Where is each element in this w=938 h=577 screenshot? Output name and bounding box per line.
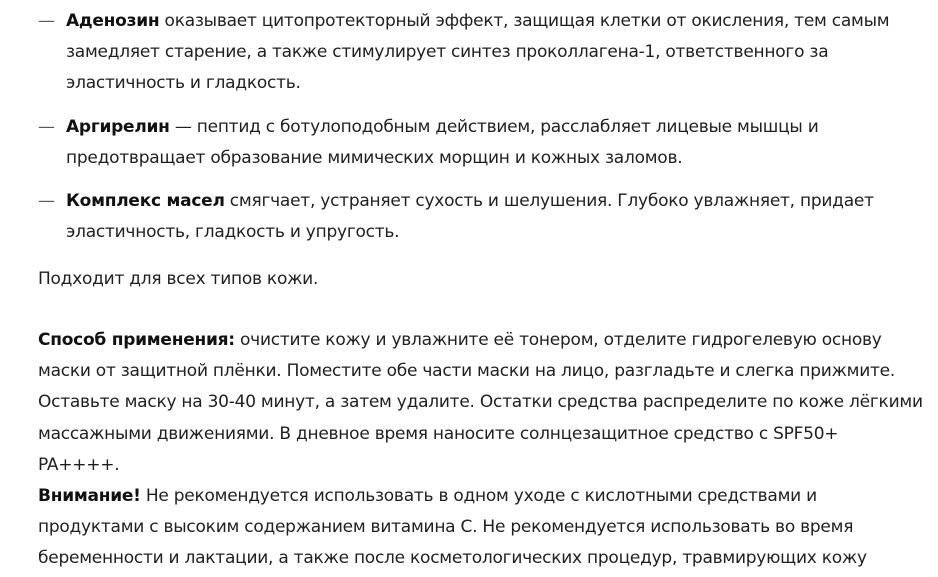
usage-paragraph (38, 325, 923, 481)
ingredient-description: оказывает цитопротекторный эффект, защищая клетки от окисления, тем самым замедляет старение, а также стимулирует синтез проколлагена-1, ответственного за эластичность и гладкость. (66, 11, 890, 94)
dash-bullet: — (38, 191, 55, 212)
ingredient-description: смягчает, устраняет сухость и шелушения. Глубоко увлажняет, придает эластичность, гладкость и упругость. (66, 191, 874, 243)
usage-text: очистите кожу и увлажните её тонером, отделите гидрогелевую основу маски от защитной плёнки. Поместите обе части маски на лицо, разгладьте и слегка прижмите. Оставьте маску на 30-40 минут, а затем удалите. Остатки средства распределите по коже лёгкими массажными движениями. В дневное время наносите солнцезащитное средство с SPF50+ PA++++. (38, 330, 923, 475)
warning-label: Внимание! (38, 486, 141, 506)
ingredient-name: Аденозин (66, 11, 160, 31)
dash-bullet: — (38, 116, 55, 137)
ingredients-list (38, 6, 908, 260)
list-item-adenosine (38, 6, 908, 100)
list-item-argireline (38, 112, 908, 174)
ingredient-name: Комплекс масел (66, 191, 225, 212)
warning-paragraph (38, 481, 923, 575)
ingredient-description: — пептид с ботулоподобным действием, расслабляет лицевые мышцы и предотвращает образование мимических морщин и кожных заломов. (66, 116, 819, 168)
usage-label: Способ применения: (38, 330, 235, 350)
ingredient-name: Аргирелин (66, 116, 170, 137)
skin-types-paragraph: Подходит для всех типов кожи. (38, 269, 319, 289)
dash-bullet: — (38, 11, 55, 31)
list-item-oil-complex (38, 186, 908, 248)
warning-text: Не рекомендуется использовать в одном уходе с кислотными средствами и продуктами с высоким содержанием витамина С. Не рекомендуется использовать во время беременности и лактации, а также после косметологических процедур, травмирующих кожу (38, 486, 867, 569)
